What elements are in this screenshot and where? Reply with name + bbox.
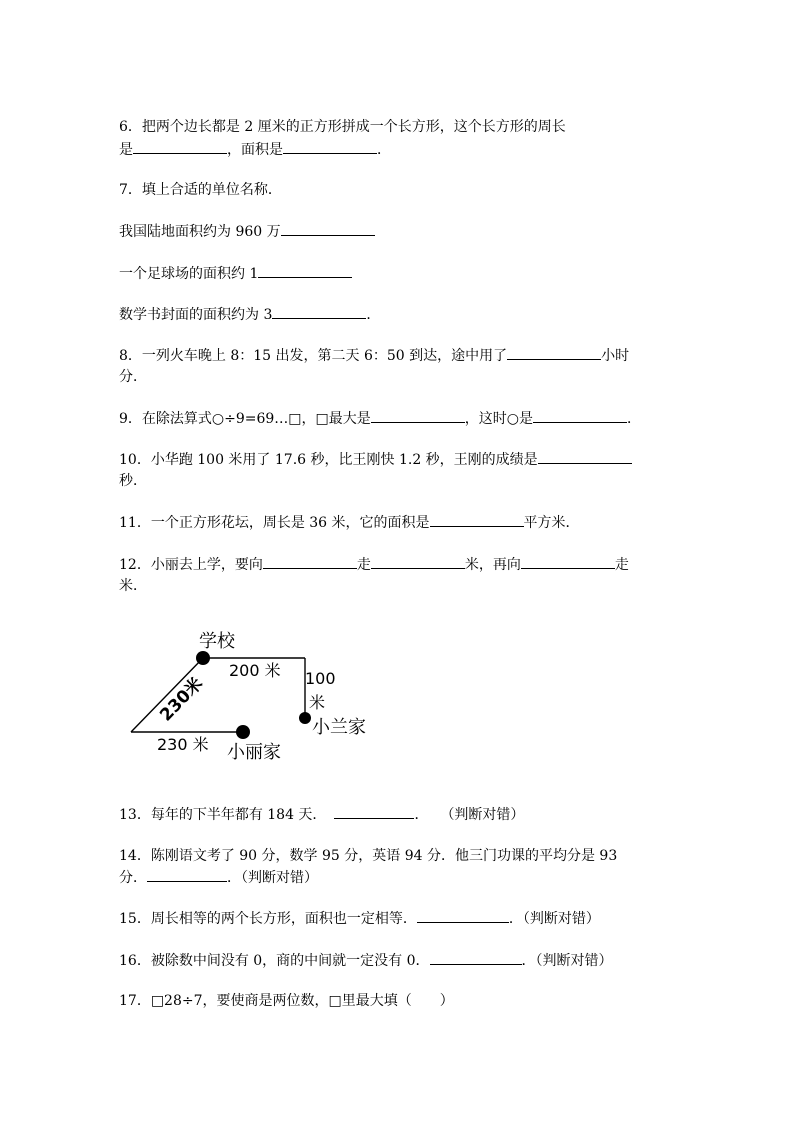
- q7-item1-blank[interactable]: [281, 222, 375, 236]
- q9-dividend-blank[interactable]: [533, 409, 627, 423]
- xiaolan-label: 小兰家: [312, 717, 366, 738]
- q14-text-b: ．（判断对错）: [227, 870, 318, 886]
- diagonal-length-label: 230米: [156, 673, 208, 726]
- xiaolan-dot: [299, 712, 311, 724]
- q7-item1: [119, 222, 375, 241]
- q13-blank[interactable]: [334, 805, 414, 819]
- q8-hours-blank[interactable]: [507, 346, 601, 360]
- q7-item3: [119, 305, 380, 324]
- school-label: 学校: [199, 631, 235, 652]
- xiaoli-label: 小丽家: [227, 742, 281, 763]
- q14-blank[interactable]: [147, 868, 227, 882]
- route-diagram: [119, 620, 389, 770]
- q6-line2: [119, 140, 391, 159]
- q7-item1-text: 我国陆地面积约为 960 万: [119, 224, 281, 240]
- q7-item2-text: 一个足球场的面积约 1: [119, 266, 259, 282]
- q12-text-b: 走: [356, 557, 371, 573]
- q14-text-a: 分．: [119, 870, 147, 886]
- q11-text-a: 11．一个正方形花坛，周长是 36 米，它的面积是: [119, 515, 430, 531]
- q15-text-a: 15．周长相等的两个长方形，面积也一定相等．: [119, 911, 417, 927]
- q11-text-b: 平方米．: [523, 515, 580, 531]
- q9-remainder-blank[interactable]: [371, 409, 465, 423]
- q7-item3-end: ．: [366, 307, 381, 323]
- q13-text-b: ．: [414, 807, 429, 823]
- q6-text-b: ，面积是: [227, 142, 283, 158]
- q12-text-d: 走: [614, 557, 629, 573]
- q12-direction1-blank[interactable]: [263, 555, 357, 569]
- q16-text-a: 16．被除数中间没有 0，商的中间就一定没有 0．: [119, 953, 430, 969]
- q8-line2: 分．: [119, 369, 147, 385]
- q17-text-b: ）: [439, 993, 454, 1009]
- right-length-number: 100: [305, 669, 336, 688]
- q15-line: [119, 909, 600, 928]
- q13-text-a: 13．每年的下半年都有 184 天．: [119, 807, 327, 823]
- top-length-label: 200 米: [229, 661, 281, 680]
- q9-text-b: ，这时○是: [464, 411, 533, 427]
- q6-text-c: ．: [377, 142, 391, 158]
- q16-line: [119, 951, 613, 970]
- q12-text-c: 米，再向: [464, 557, 521, 573]
- bottom-length-label: 230 米: [157, 735, 209, 754]
- q7-item2-blank[interactable]: [258, 264, 352, 278]
- q7-item3-text: 数学书封面的面积约为 3: [119, 307, 273, 323]
- q12-distance1-blank[interactable]: [371, 555, 465, 569]
- q10-line1: [119, 450, 632, 469]
- q6-line1: 6．把两个边长都是 2 厘米的正方形拼成一个长方形，这个长方形的周长: [119, 119, 566, 135]
- q17-line: [119, 992, 454, 1010]
- school-dot: [196, 651, 210, 665]
- q8-text-b: 小时: [601, 348, 630, 364]
- q6-area-blank[interactable]: [283, 140, 377, 154]
- q8-text-a: 8．一列火车晚上 8：15 出发，第二天 6：50 到达，途中用了: [119, 348, 508, 364]
- q10-line2: 秒．: [119, 473, 147, 489]
- q7-title: 7．填上合适的单位名称．: [119, 182, 282, 198]
- q11-blank[interactable]: [430, 513, 524, 527]
- q16-text-b: ．（判断对错）: [521, 953, 613, 969]
- q9-line: [119, 409, 641, 428]
- q8-line1: [119, 346, 629, 365]
- q12-line1: [119, 555, 629, 574]
- q17-text-a: 17．□28÷7，要使商是两位数，□里最大填（: [119, 993, 412, 1009]
- q16-blank[interactable]: [430, 951, 522, 965]
- q7-item3-blank[interactable]: [272, 305, 366, 319]
- q15-blank[interactable]: [417, 909, 509, 923]
- q6-text-a: 是: [119, 142, 133, 158]
- q6-perimeter-blank[interactable]: [133, 140, 227, 154]
- q9-text-c: ．: [626, 411, 641, 427]
- right-length-unit: 米: [309, 693, 326, 712]
- xiaoli-dot: [236, 725, 250, 739]
- q12-line2: 米．: [119, 578, 147, 594]
- q11-line: [119, 513, 580, 532]
- q12-direction2-blank[interactable]: [521, 555, 615, 569]
- q10-text-a: 10．小华跑 100 米用了 17.6 秒，比王刚快 1.2 秒，王刚的成绩是: [119, 452, 538, 468]
- q15-text-b: ．（判断对错）: [508, 911, 600, 927]
- q12-text-a: 12．小丽去上学，要向: [119, 557, 263, 573]
- q10-blank[interactable]: [538, 450, 632, 464]
- q14-line1: 14．陈刚语文考了 90 分，数学 95 分，英语 94 分．他三门功课的平均分是 93: [119, 848, 618, 864]
- q14-line2: [119, 868, 318, 887]
- q13-text-c: （判断对错）: [440, 807, 525, 823]
- q13-line: [119, 805, 524, 824]
- q7-item2: [119, 264, 352, 283]
- q9-text-a: 9．在除法算式○÷9=69…□，□最大是: [119, 411, 371, 427]
